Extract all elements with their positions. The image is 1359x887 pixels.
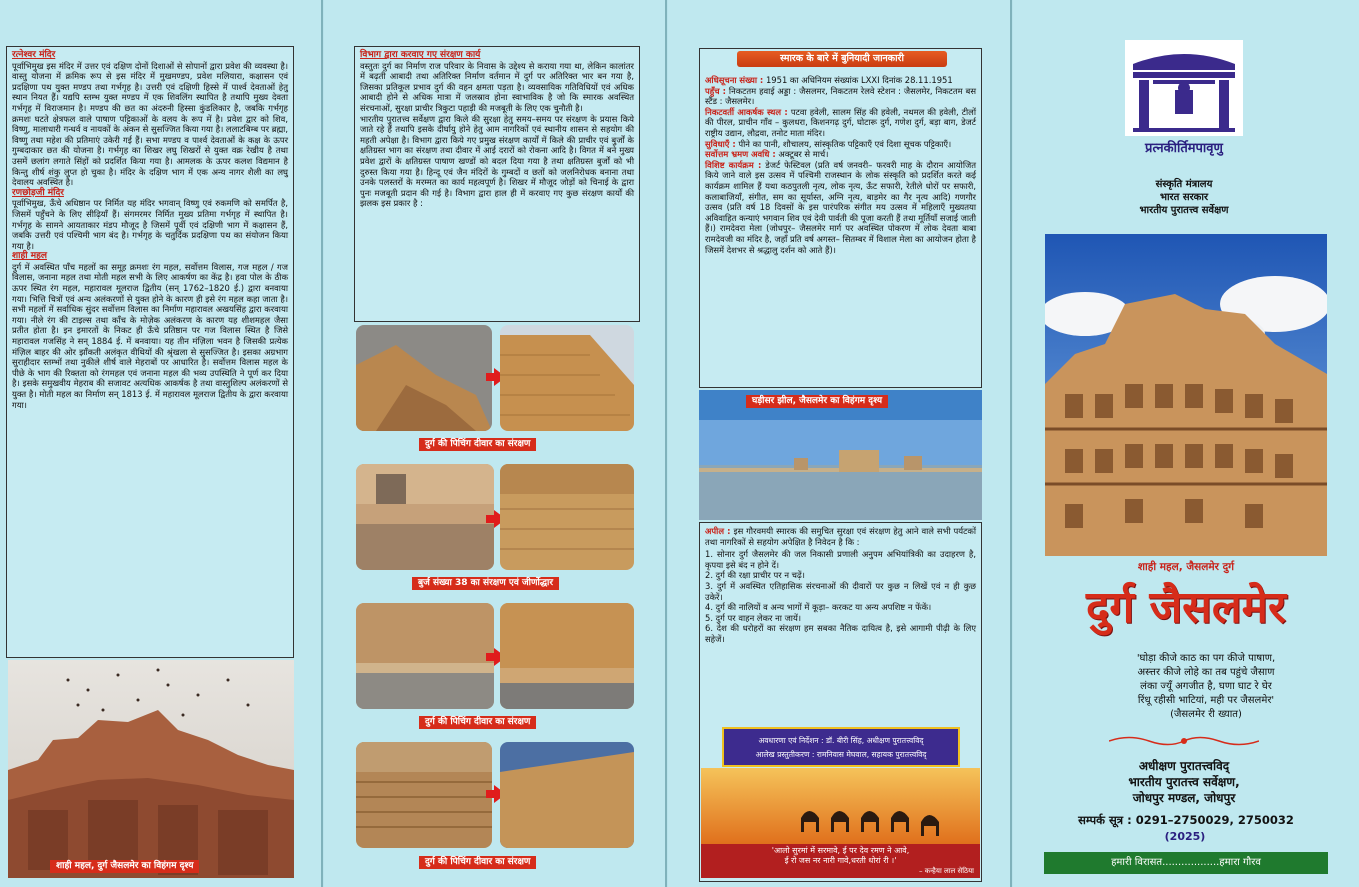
panel-1 (0, 0, 321, 887)
info-item-label: विशिष्ट कार्यक्रम : (705, 159, 762, 170)
after-photo-3 (500, 603, 634, 709)
info-item-label: सुविधाएँ : (705, 138, 736, 149)
info-item-text: पटवा हवेली, सालम सिंह की हवेली, नथमल की हवेली, टीलों की पीरल, प्राचीन गाँव – कुलधरा, किशनगढ़ दुर्ग, घोटारू दुर्ग, गणेश दुर्ग, बड़ा बाग, डेजर्ट राष्ट्रीय उद्यान, लौद्रवा, तनोट माता मंदिर। (705, 106, 976, 138)
info-item-text: अक्टूबर से मार्च। (775, 149, 829, 160)
lake-photo (699, 390, 982, 520)
panel-2 (324, 0, 665, 887)
appeal-item: 6. देश की धरोहरों का संरक्षण हम सबका नैतिक दायित्व है, इसे आगामी पीढ़ी के लिए सहेजें। (705, 623, 976, 644)
verse-line-2: अस्त्तर कीजे लोहे का तब पहुंचे जैसाण (1137, 667, 1275, 678)
quote-line-1: 'आलो सुरमां में सरमावे, ई पर देव रमण ने आवे, (771, 846, 910, 855)
credit-writer: आलेख प्रस्तुतीकरण : रामनिवास मेघवाल, सहायक पुरातत्त्वविद् (755, 750, 927, 759)
brochure-title: दुर्ग जैसलमेर (1086, 582, 1286, 633)
info-item-label: सर्वोत्तम भ्रमण अवधि : (705, 149, 776, 160)
appeal-item: 5. दुर्ग पर वाहन लेकर ना जायें। (705, 612, 801, 623)
panel1-text-box (6, 46, 294, 658)
panel2-text-box (354, 46, 640, 322)
quote-box (701, 844, 980, 878)
fort-aerial-photo (8, 660, 294, 878)
appeal-item: 3. दुर्ग में अवस्थित एतिहासिक संरचनाओं की दीवारों पर कुछ न लिखें एवं न ही कुछ उकेरें। (705, 580, 976, 602)
before-photo-4 (356, 742, 492, 848)
quote-author: – कन्हैया लाल सेठिया (918, 867, 974, 875)
section-body-ratneshwar: पूर्वाभिमुख इस मंदिर में उत्तर एवं दक्षिण दोनों दिशाओं से सोपानों द्वारा प्रवेश की व्यवस्था है। वास्तु योजना में क्रमिक रूप से इस मंदिर में मुखमण्डप, प्रवेश मलियारा, कक्षासन एवं प्रदक्षिणा पथ युक्त मण्डप तथा गर्भगृह है। उत्तरी एवं दक्षिणी हिस्से में पार्श्व देवताओं हेतु स्थान नियत हैं। यद्यपि स्तम्भ युक्त मण्डप में एक शिवलिंग स्थापित है तथापि मुख्य देवता गर्भगृह में विराजमान है। मण्डप की छत का अंदरुनी हिस्सा कुंडलिकार है, जबकि गर्भगृह क्रमशः घटते क्षेत्रफल वाले पाषाण पट्टिकाओं के वलय के रूप में है। प्रवेश द्वार को शिव, विष्णु, मालाधारी गन्धर्व व नायकों के अंकन से सुसज्जित किया गया है। ललाटबिम्ब पर ब्रह्मा, विष्णु तथा महेश की प्रतिमाएं उकेरी गई हैं। सभा मण्डप व पार्श्व देवताओं के कक्ष के ऊपर गुम्बदाकार छत की योजना है। गर्भगृह का शिखर लघु शिखरों से युक्त वक्र रेखीय है तथा उसमें छलांग लगाते सिंहों को प्रदर्शित किया गया है। आमलक के ऊपर कलश विद्यमान है किन्तु शीर्ष शंकु लुप्त हो चुका है। मंदिर के दक्षिण भाग में एक अन्य नागर शैली का लघु देवालय अवस्थित है। (12, 60, 288, 188)
office-block (1065, 758, 1303, 806)
info-item-label: निकटवर्ती आकर्षक स्थल : (705, 106, 788, 117)
verse-line-4: रिंधू रहीसी भाटियां, मही पर जैसलमेर' (1137, 695, 1275, 706)
info-item (705, 149, 976, 160)
panel-3 (668, 0, 1010, 887)
contact-number: 0291–2750029, 2750032 (1135, 813, 1294, 827)
section-title-shahi-mahal: शाही महल (12, 251, 47, 262)
conservation-para-1: वस्तुतः दुर्ग का निर्माण राज परिवार के निवास के उद्देश्य से कराया गया था, लेकिन कालांतर में बढ़ती आबादी तथा अतिरिक्त निर्माण वर्तमान में दुर्ग पर अतिरिक्त भार बन गया है, जिसका प्रतिकूल प्रभाव दुर्ग की वहन क्षमता पड़ता है। व्यवसायिक गतिविधियों एवं अधिक आबादी होने से अधिक मात्रा में जलस्राव होना स्वाभाविक है जो कि स्मारक अवस्थित संरचनाओं, सुरक्षा प्राचीर त्रिकुटा पहाड़ी की मजबूती के लिए एक चुनौती है। (360, 60, 634, 113)
lake-caption: घड़ीसर झील, जैसलमेर का विहंगम दृश्य (746, 395, 888, 408)
verse-line-1: 'घोड़ा कीजे काठ का पग कीजे पाषाण, (1136, 653, 1276, 664)
conservation-para-2: भारतीय पुरातत्त्व सर्वेक्षण द्वारा किले की सुरक्षा हेतु समय–समय पर संरक्षण के प्रयास किये जाते रहे हैं तथापि इसके दीर्घायु होने हेतु आम नागरिकों एवं स्थानीय शासन से सहयोग की महती अपेक्षा है। विभाग द्वारा किये गए प्रमुख संरक्षण कार्यों में किले की प्राचीर एवं बुर्जों के क्षतिग्रस्त भाग का संरक्षण तथा दीवार में आई दरारों को रोकना आदि है। विगत में बने मुख्य प्रवेश द्वारों के क्षतिग्रस्त पाषाण खण्डों को बदल दिया गया है तथा क्षतिग्रस्त बुर्जों को भी दुरुस्त किया गया है। हिन्दू एवं जैन मंदिरों के गुम्बदों व छतों को जलनिरोधक बनाना तथा उनके पलस्तरों के मरम्मत का कार्य महत्वपूर्ण है। शिखर में मौजूद जोड़ों को चिनाई के द्वारा पुनः मजबूती प्रदान की गई है। विभाग द्वारा हाल ही में करवाए गए कुछ संरक्षण कार्यों की झलक इस प्रकार है : (360, 113, 634, 209)
office-title: अधीक्षण पुरातत्त्वविद् (1138, 759, 1230, 773)
section-title-ratneshwar: रत्नेश्वर मंदिर (12, 50, 56, 60)
info-banner (737, 51, 947, 67)
footer-text: हमारी विरासत..................हमारा गौरव (1111, 857, 1261, 868)
conservation-title: विभाग द्वारा करवाए गए संरक्षण कार्य (360, 50, 481, 60)
caption-pitching-wall-1: दुर्ग की पिचिंग दीवार का संरक्षण (419, 438, 536, 451)
org-asi: भारतीय पुरातत्त्व सर्वेक्षण (1139, 205, 1229, 216)
asi-motto: प्रत्नकीर्तिमपावृणु (1145, 141, 1223, 156)
palace-photo (1045, 234, 1327, 556)
appeal-item: 2. दुर्ग की रक्षा प्राचीर पर न चढ़ें। (705, 570, 805, 581)
before-photo-2 (356, 464, 494, 570)
section-body-ranchhodji: पूर्वाभिमुख, ऊँचे अधिष्ठान पर निर्मित यह मंदिर भगवान् विष्णु एवं रुकमणि को समर्पित है, जिसमें पहुँचने के लिए सीढ़ियाँ हैं। संगमरमर निर्मित मुख्य प्रतिमा गर्भगृह में स्थापित है। गर्भगृह के सामने आयताकार मंडप मौजूद है जिसमें पूर्वी एवं दक्षिणी भाग में कक्षासन हैं, जबकि उत्तरी एवं पश्चिमी भाग बंद है। गर्भगृह के चतुर्दिक प्रदक्षिणा पथ का संयोजन किया गया है। (12, 198, 288, 251)
org-government: भारत सरकार (1159, 192, 1209, 203)
info-item-label: अधिसूचना संख्या : (705, 75, 764, 85)
contact-label: सम्पर्क सूत्र : (1078, 813, 1132, 827)
fold-line (1010, 0, 1012, 887)
info-list (705, 75, 976, 255)
ornament-divider (1109, 733, 1259, 747)
contact-line (1043, 813, 1329, 828)
fold-line (665, 0, 667, 887)
info-item (705, 139, 976, 150)
year: (2025) (1164, 830, 1206, 843)
emblem-motto: सत्यमेव जयते (1171, 121, 1197, 127)
caption-pitching-wall-3: दुर्ग की पिचिंग दीवार का संरक्षण (419, 856, 536, 869)
info-item (705, 75, 976, 86)
info-item (705, 160, 976, 255)
before-photo-1 (356, 325, 492, 431)
info-banner-text: स्मारक के बारे में बुनियादी जानकारी (780, 53, 904, 64)
caption-pitching-wall-2: दुर्ग की पिचिंग दीवार का संरक्षण (419, 716, 536, 729)
info-item-text: निकटतम हवाई अड्डा : जैसलमर, निकटतम रेलवे स्टेशन : जैसलमेर, निकटतम बस स्टैंड : जैसलमेर। (705, 85, 976, 107)
credit-concept: अवधारणा एवं निर्देशन : डॉ. बीरी सिंह, अधीक्षण पुरातत्त्वविद् (758, 736, 924, 745)
info-item-label: पहुँच : (705, 85, 727, 96)
after-photo-1 (500, 325, 634, 431)
section-body-shahi-mahal: दुर्ग में अवस्थित पाँच महलों का समूह क्रमशः रंग महल, सर्वोत्तम विलास, गज महल / गज विलास, जनाना महल तथा मोती महल सभी के लिए आकर्षण का केंद्र है। हवा पोल के ठीक ऊपर स्थित रंग महल, महारावल मूलराज द्वितीय (सन् 1762–1820 ई.) द्वारा बनवाया गया। भित्ति चित्रों एवं अन्य अलंकरणों से युक्त होने के कारण ही इसे रंग महल कहा जाता है। सभी महलों में सर्वाधिक सुंदर सर्वोत्तम विलास का निर्माण महारावल अखयसिंह द्वारा करवाया गया। नीले रंग की टाइल्स तथा काँच के मोज़ेक अलंकरण के कारण यह शीशमहल जैसा प्रतीत होता है। इन इमारतों के निकट ही ऊँचे प्रतिष्ठान पर गज विलास स्थित है जिसे महारावल गजसिंह ने सन् 1884 ई. में बनवाया। यह तीन मंज़िला भवन है जिसकी प्रत्येक मंज़िल बाहर की ओर झाँकती अलंकृत वीथियों की श्रृंखला से सुसज्जित है। इसका अग्रभाग सुराहीदार स्तम्भों तथा नुकीले शीर्ष वाले मेहराबों पर आधारित है। सर्वोत्तम विलास महल के पीछे के भाग की रिक्तता को रंगमहल एवं जनाना महल की भव्य उपस्थिति ने पूर्ण कर दिया है। इसके समुखवीय मेहराब की सजावट अत्यधिक आकर्षक है तथा वास्तुशिल्प अलंकरणों से युक्त है। मोती महल का निर्माण सन् 1813 ई. में महारावल मूलराज द्वितीय के द्वारा करवाया गया। (12, 261, 288, 410)
office-circle: जोधपुर मण्डल, जोधपुर (1132, 791, 1236, 805)
verse-block (1083, 652, 1329, 722)
verse-line-3: लंका ज्यूँ अगजीत है, घणा घाट रे घेर (1140, 681, 1272, 692)
panel3-info-box (699, 48, 982, 388)
before-photo-3 (356, 603, 494, 709)
fold-line (321, 0, 323, 887)
panel-4 (1013, 0, 1359, 887)
appeal-intro: इस गौरवमयी स्मारक की समुचित सुरक्षा एवं संरक्षण हेतु आने वाले सभी पर्यटकों तथा नागरिकों से सहयोग अपेक्षित है निवेदन है कि : (705, 526, 976, 547)
footer-banner (1044, 852, 1328, 874)
info-item (705, 107, 976, 139)
credits-box (722, 727, 960, 767)
after-photo-2 (500, 464, 634, 570)
palace-caption: शाही महल, जैसलमेर दुर्ग (1137, 561, 1235, 573)
appeal-item: 1. सोनार दुर्ग जैसलमेर की जल निकासी प्रणाली अनुपम अभियांत्रिकी का उदाहरण है, कृपया इसे बंद न होने दें। (705, 549, 976, 570)
info-item-text: 1951 का अधिनियम संख्यांक LXXI दिनांक 28.11.1951 (763, 75, 953, 85)
after-photo-4 (500, 742, 634, 848)
office-org: भारतीय पुरातत्त्व सर्वेक्षण, (1128, 775, 1240, 789)
asi-logo (1125, 40, 1243, 136)
caption-bastion-38: बुर्ज संख्या 38 का संरक्षण एवं जीर्णोद्धार (412, 577, 559, 590)
org-block (1073, 178, 1295, 217)
quote-line-2: ई रो जस नर नारी गावे,धरती धोरां री ।' (784, 856, 897, 865)
info-item-text: डेजर्ट फेस्टिवल (प्रति वर्ष जनवरी– फरवरी माह के दौरान आयोजित किये जाने वाले इस उत्सव में पश्चिमी राजस्थान के लोक संस्कृति को प्रदर्शित करते कई कार्यक्रम शामिल हैं यथा कठपुतली नृत्य, लोक नृत्य, ऊँट सफारी, रेतीले धोरों पर सफारी, कलाबाजियाँ, संगीत, सम का सूर्यास्त, अग्नि नृत्य, बाड़मेर का गैर नृत्य आदि) गणगौर उत्सव (प्रति वर्ष 18 दिवसों के इस पारंपरिक संगीत मय उत्सव में महिलाएँ मुख्यतया अविवाहित कन्याएं भगवान शिव एवं देवी पार्वती की पूजा करती हैं तथा मूर्तियाँ सजाई जाती हैं।) रामदेवरा मेला (जोधपुर– जैसलमेर मार्ग पर अवस्थित पोकरण में लोक देवता बाबा रामदेवजी का मंदिर है, जहाँ प्रति वर्ष अगस्त– सितम्बर में विशाल मेला का आयोजन होता है जिसमें देशभर से श्रद्धालु दर्शन को आते हैं)। (705, 159, 976, 255)
appeal-label: अपील : (705, 526, 731, 536)
appeal-item: 4. दुर्ग की नालियों व अन्य भागों में कूड़ा– करकट या अन्य अपशिष्ट न फेंकें। (705, 602, 932, 613)
appeal-list (705, 549, 976, 644)
camel-photo (701, 768, 980, 844)
org-ministry: संस्कृति मंत्रालय (1155, 179, 1213, 190)
info-item-text: पीने का पानी, शौचालय, सांस्कृतिक पट्टिकाएँ एवं दिशा सूचक पट्टिकाएँ। (735, 138, 952, 149)
fort-aerial-caption: शाही महल, दुर्ग जैसलमेर का विहंगम दृश्य (50, 860, 199, 873)
section-title-ranchhodji: रणछोड़जी मंदिर (12, 187, 64, 198)
info-item (705, 86, 976, 107)
verse-source: (जैसलमेर री ख्यात) (1170, 709, 1242, 720)
